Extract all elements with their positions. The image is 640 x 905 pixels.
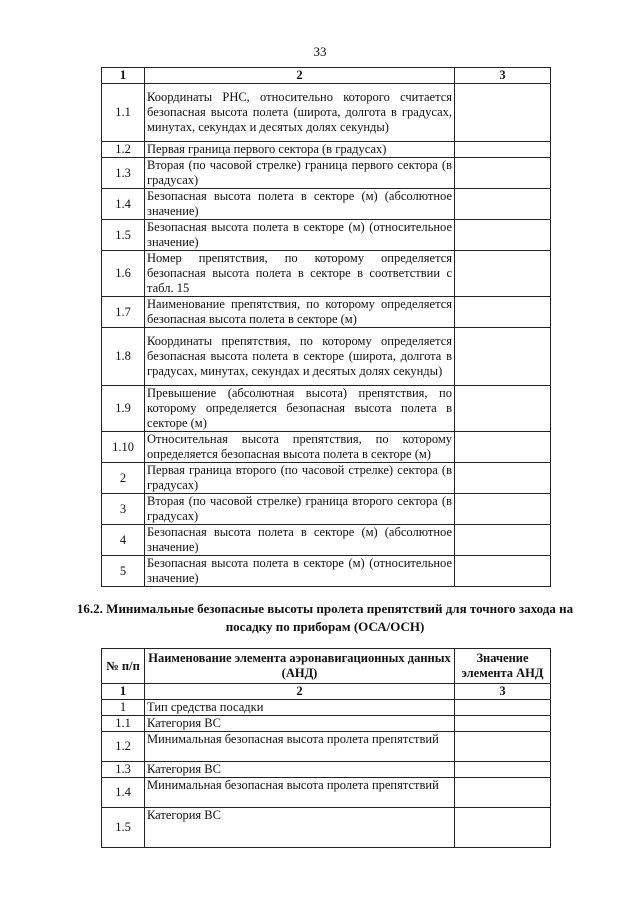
table-row — [102, 778, 551, 808]
row-value-cell — [455, 84, 551, 142]
table-row — [102, 716, 551, 732]
table-header-row — [102, 68, 551, 84]
table-row — [102, 142, 551, 158]
row-description-cell: Первая граница первого сектора (в градусах) — [145, 142, 455, 158]
row-description-cell: Категория ВС — [145, 808, 455, 848]
row-number-cell: 1.6 — [102, 251, 145, 297]
row-number-cell: 1.2 — [102, 142, 145, 158]
table-row — [102, 808, 551, 848]
row-number-cell: 1.1 — [102, 716, 145, 732]
row-number-cell: 1.10 — [102, 432, 145, 463]
page-number: 33 — [313, 44, 327, 59]
table-subheader-row — [102, 684, 551, 700]
row-value-cell — [455, 716, 551, 732]
row-number-cell: 1.4 — [102, 778, 145, 808]
header-cell: 1 — [102, 68, 145, 84]
table-row — [102, 732, 551, 762]
row-value-cell — [455, 762, 551, 778]
table-row — [102, 251, 551, 297]
row-description-cell: Вторая (по часовой стрелке) граница второго сектора (в градусах) — [145, 494, 455, 525]
row-number-cell: 1.5 — [102, 808, 145, 848]
table-row — [102, 494, 551, 525]
row-description-cell: Наименование препятствия, по которому определяется безопасная высота полета в секторе (м) — [145, 297, 455, 328]
header-number-cell: № п/п — [102, 649, 145, 684]
row-description-cell: Минимальная безопасная высота пролета препятствий — [145, 732, 455, 762]
table-row — [102, 189, 551, 220]
row-number-cell: 1.5 — [102, 220, 145, 251]
row-description-cell: Относительная высота препятствия, по которому определяется безопасная высота полета в секторе (м) — [145, 432, 455, 463]
row-value-cell — [455, 251, 551, 297]
row-value-cell — [455, 189, 551, 220]
row-value-cell — [455, 808, 551, 848]
row-description-cell: Тип средства посадки — [145, 700, 455, 716]
row-number-cell: 4 — [102, 525, 145, 556]
row-number-cell: 1.1 — [102, 84, 145, 142]
table-row — [102, 84, 551, 142]
row-value-cell — [455, 142, 551, 158]
row-number-cell: 1 — [102, 700, 145, 716]
table-row — [102, 386, 551, 432]
row-description-cell: Безопасная высота полета в секторе (м) (относительное значение) — [145, 220, 455, 251]
row-number-cell: 3 — [102, 494, 145, 525]
table-row — [102, 463, 551, 494]
row-description-cell: Номер препятствия, по которому определяется безопасная высота полета в секторе в соответствии с табл. 15 — [145, 251, 455, 297]
row-number-cell: 1.9 — [102, 386, 145, 432]
row-value-cell — [455, 556, 551, 587]
row-number-cell: 1.3 — [102, 158, 145, 189]
table-row — [102, 525, 551, 556]
row-description-cell: Категория ВС — [145, 762, 455, 778]
obstacle-clearance-table — [101, 648, 551, 848]
table-row — [102, 762, 551, 778]
row-value-cell — [455, 328, 551, 386]
row-description-cell: Координаты препятствия, по которому определяется безопасная высота полета в секторе (широта, долгота в градусах, минутах, секундах и десятых долях секунды) — [145, 328, 455, 386]
row-number-cell: 5 — [102, 556, 145, 587]
table-row — [102, 556, 551, 587]
sector-safe-altitude-table — [101, 67, 551, 587]
row-value-cell — [455, 297, 551, 328]
header-value-cell: Значение элемента АНД — [455, 649, 551, 684]
row-number-cell: 1.8 — [102, 328, 145, 386]
row-description-cell: Безопасная высота полета в секторе (м) (относительное значение) — [145, 556, 455, 587]
table-row — [102, 158, 551, 189]
row-description-cell: Минимальная безопасная высота пролета препятствий — [145, 778, 455, 808]
header-cell: 3 — [455, 68, 551, 84]
header-cell: 2 — [145, 68, 455, 84]
row-number-cell: 1.2 — [102, 732, 145, 762]
row-description-cell: Категория ВС — [145, 716, 455, 732]
table-row — [102, 220, 551, 251]
row-value-cell — [455, 525, 551, 556]
header-cell: 1 — [102, 684, 145, 700]
table-row — [102, 328, 551, 386]
row-value-cell — [455, 158, 551, 189]
row-value-cell — [455, 700, 551, 716]
header-cell: 3 — [455, 684, 551, 700]
row-description-cell: Первая граница второго (по часовой стрелке) сектора (в градусах) — [145, 463, 455, 494]
row-description-cell: Безопасная высота полета в секторе (м) (абсолютное значение) — [145, 189, 455, 220]
header-name-cell: Наименование элемента аэронавигационных данных (АНД) — [145, 649, 455, 684]
row-number-cell: 2 — [102, 463, 145, 494]
row-description-cell: Безопасная высота полета в секторе (м) (абсолютное значение) — [145, 525, 455, 556]
row-description-cell: Превышение (абсолютная высота) препятствия, по которому определяется безопасная высота полета в секторе (м) — [145, 386, 455, 432]
row-value-cell — [455, 494, 551, 525]
row-value-cell — [455, 432, 551, 463]
table-row — [102, 432, 551, 463]
table-row — [102, 700, 551, 716]
table-row — [102, 297, 551, 328]
row-value-cell — [455, 463, 551, 494]
row-value-cell — [455, 386, 551, 432]
table-header-row — [102, 649, 551, 684]
row-value-cell — [455, 778, 551, 808]
header-cell: 2 — [145, 684, 455, 700]
row-number-cell: 1.7 — [102, 297, 145, 328]
row-description-cell: Вторая (по часовой стрелке) граница первого сектора (в градусах) — [145, 158, 455, 189]
row-value-cell — [455, 220, 551, 251]
section-title: 16.2. Минимальные безопасные высоты пролета препятствий для точного захода на посадку по приборам (ОСА/ОСН) — [76, 601, 574, 634]
row-value-cell — [455, 732, 551, 762]
row-number-cell: 1.3 — [102, 762, 145, 778]
row-number-cell: 1.4 — [102, 189, 145, 220]
row-description-cell: Координаты РНС, относительно которого считается безопасная высота полета (широта, долгота в градусах, минутах, секундах и десятых долях секунды) — [145, 84, 455, 142]
